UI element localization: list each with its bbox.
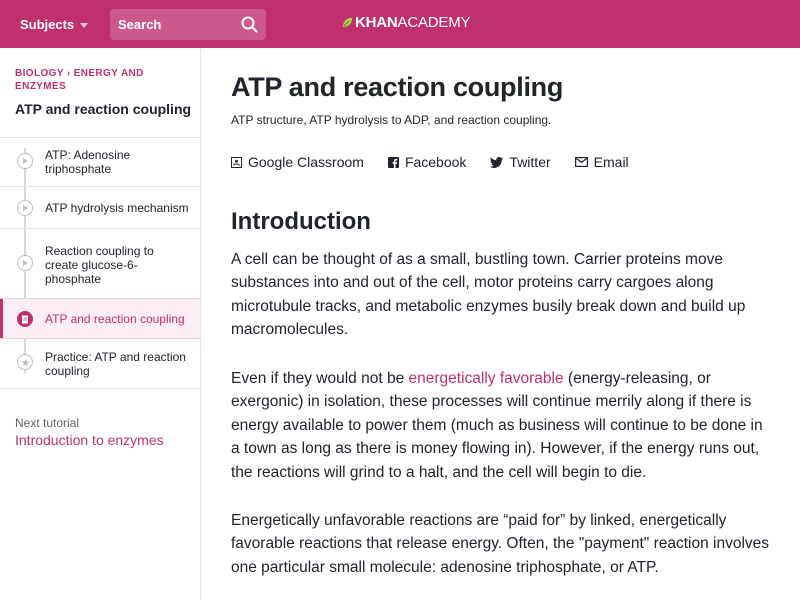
section-heading: Introduction: [231, 208, 371, 235]
subjects-menu-button[interactable]: [20, 0, 88, 48]
next-tutorial-link[interactable]: Introduction to enzymes: [15, 432, 164, 448]
paragraph: Energetically unfavorable reactions are “paid for” by linked, energetically favorable reactions that release energy. Often, the "payment" reaction involves one particular small molecule: adenosine triphosphate, or ATP.: [231, 512, 770, 576]
share-bar: [231, 154, 653, 170]
paragraph: [231, 367, 771, 484]
energetically-favorable-link[interactable]: energetically favorable: [408, 370, 564, 387]
twitter-share-button[interactable]: [490, 154, 550, 170]
paragraph: A cell can be thought of as a small, bustling town. Carrier proteins move substances into and out of the cell, motor proteins carry cargoes along microtubule tracks, and metabolic enzymes busily break down and build up macromolecules.: [231, 251, 746, 339]
leaf-icon: [342, 17, 353, 28]
breadcrumb: [15, 67, 195, 93]
list-item-label: Reaction coupling to create glucose-6-phosphate: [45, 244, 154, 286]
tutorial-sidebar: [0, 48, 201, 600]
search-icon[interactable]: [241, 16, 258, 33]
list-item-active[interactable]: [0, 298, 200, 339]
logo-text-light: ACADEMY: [397, 14, 471, 31]
star-icon: [17, 354, 33, 370]
list-item-label: ATP hydrolysis mechanism: [45, 201, 189, 215]
google-classroom-icon: [231, 157, 242, 168]
play-icon: [17, 153, 33, 169]
breadcrumb-separator: ›: [66, 68, 71, 79]
play-icon: [17, 200, 33, 216]
share-label: Email: [593, 154, 629, 170]
list-item[interactable]: [0, 187, 200, 228]
play-icon: [17, 255, 33, 271]
share-label: Facebook: [404, 154, 467, 170]
share-label: Twitter: [509, 154, 551, 170]
list-item-label: ATP: Adenosine triphosphate: [45, 148, 131, 176]
search-box[interactable]: [110, 9, 266, 40]
divider: [0, 388, 200, 389]
list-item[interactable]: [0, 340, 200, 388]
share-label: Google Classroom: [248, 154, 364, 170]
email-icon: [575, 157, 588, 167]
breadcrumb-subject[interactable]: BIOLOGY: [15, 68, 64, 79]
list-item-label: Practice: ATP and reaction coupling: [45, 350, 186, 378]
top-nav-bar: [0, 0, 800, 48]
facebook-share-button[interactable]: [388, 154, 466, 170]
next-tutorial-label: Next tutorial: [15, 416, 80, 430]
tutorial-title: ATP and reaction coupling: [15, 101, 192, 117]
subjects-label: Subjects: [20, 16, 75, 32]
page-title: ATP and reaction coupling: [231, 72, 564, 102]
email-share-button[interactable]: [575, 154, 629, 170]
article-icon: [17, 311, 33, 327]
active-indicator: [0, 299, 3, 338]
khan-academy-logo[interactable]: [342, 14, 470, 31]
page-subtitle: ATP structure, ATP hydrolysis to ADP, and reaction coupling.: [231, 113, 552, 127]
list-item[interactable]: [0, 138, 200, 186]
facebook-icon: [388, 157, 399, 168]
article-content: [201, 48, 800, 600]
paragraph-text: (energy-releasing, or exergonic) in isolation, these processes will continue merrily along if there is energy available to power them (much as business will continue to be done in a town as long as there is money flowing in). However, if the energy runs out, the reactions will grind to a halt, and the cell will begin to die.: [231, 370, 763, 481]
list-item-label: ATP and reaction coupling: [45, 312, 185, 326]
twitter-icon: [490, 157, 503, 168]
logo-text-strong: KHAN: [355, 14, 398, 31]
paragraph-text: Even if they would not be: [231, 370, 409, 387]
search-input[interactable]: [118, 17, 228, 32]
list-item[interactable]: [0, 229, 200, 289]
chevron-down-icon: [80, 23, 88, 28]
google-classroom-share-button[interactable]: [231, 154, 364, 170]
breadcrumb-topic[interactable]: ENERGY AND ENZYMES: [15, 68, 144, 92]
